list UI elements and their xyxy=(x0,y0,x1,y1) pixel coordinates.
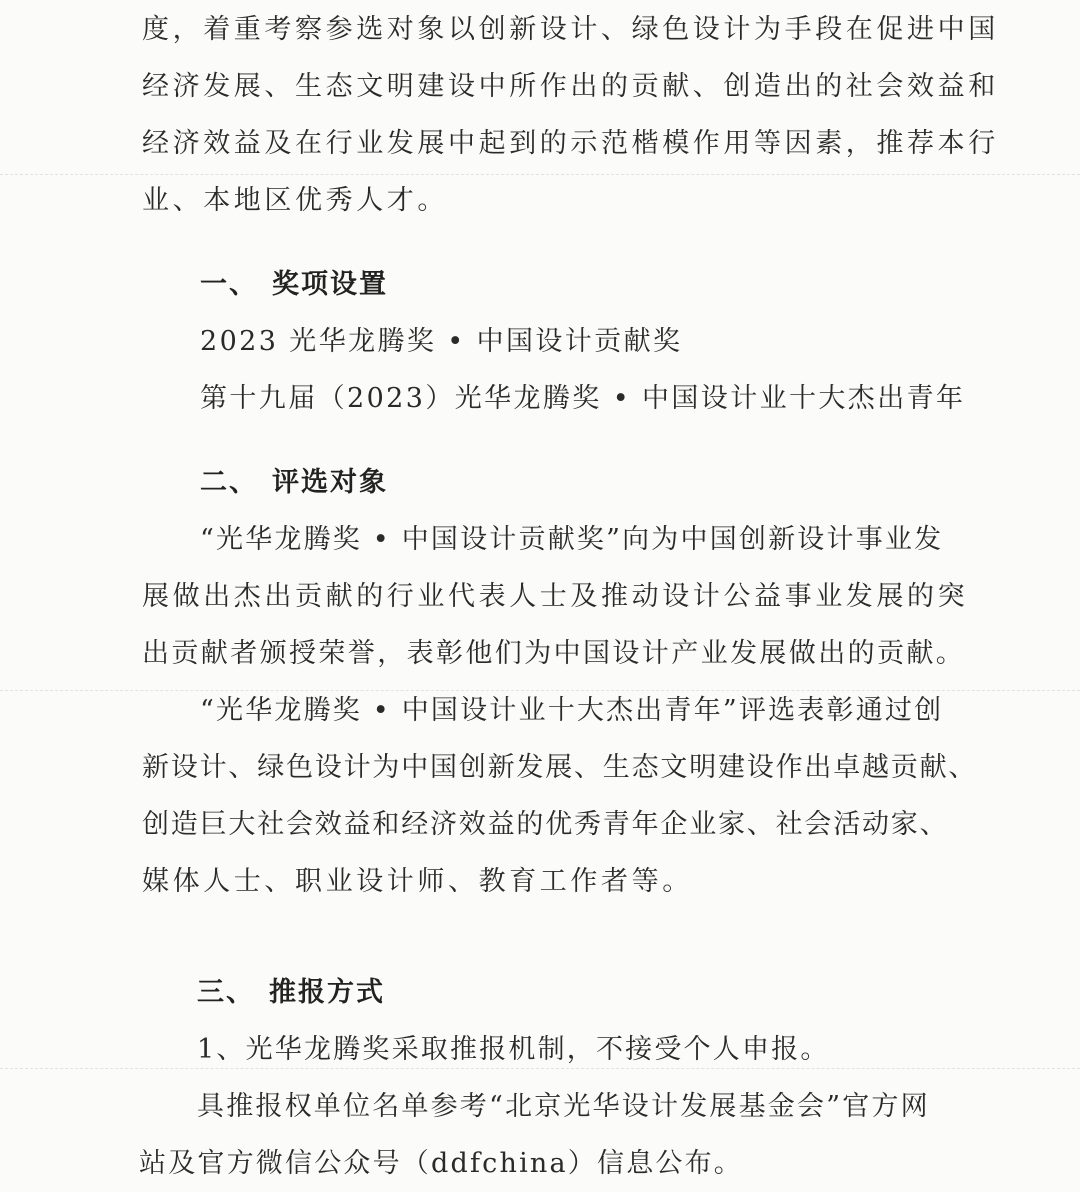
nomination-line: 站及官方微信公众号（ddfchina）信息公布。 xyxy=(139,1148,743,1179)
scan-artifact-line xyxy=(0,174,1080,175)
intro-line: 业、本地区优秀人才。 xyxy=(142,185,448,216)
intro-line: 度，着重考察参选对象以创新设计、绿色设计为手段在促进中国 xyxy=(142,14,999,45)
eligibility-line: 出贡献者颁授荣誉，表彰他们为中国设计产业发展做出的贡献。 xyxy=(142,638,966,669)
nomination-line: 具推报权单位名单参考“北京光华设计发展基金会”官方网 xyxy=(197,1091,930,1122)
section-number: 一、 xyxy=(200,269,258,300)
eligibility-line: 新设计、绿色设计为中国创新发展、生态文明建设作出卓越贡献、 xyxy=(142,752,978,783)
eligibility-line: 创造巨大社会效益和经济效益的优秀青年企业家、社会活动家、 xyxy=(142,809,949,840)
award-item: 第十九届（2023）光华龙腾奖 • 中国设计业十大杰出青年 xyxy=(200,383,966,414)
intro-line: 经济效益及在行业发展中起到的示范楷模作用等因素，推荐本行 xyxy=(142,128,999,159)
section-title: 评选对象 xyxy=(272,467,388,498)
section-number: 三、 xyxy=(197,977,255,1008)
nomination-line: 1、光华龙腾奖采取推报机制，不接受个人申报。 xyxy=(197,1034,830,1065)
scan-artifact-line xyxy=(0,1068,1080,1069)
section-title: 推报方式 xyxy=(269,977,385,1008)
award-item: 2023 光华龙腾奖 • 中国设计贡献奖 xyxy=(200,326,683,357)
section-number: 二、 xyxy=(200,467,258,498)
eligibility-line: “光华龙腾奖 • 中国设计贡献奖”向为中国创新设计事业发 xyxy=(200,524,944,555)
eligibility-line: 展做出杰出贡献的行业代表人士及推动设计公益事业发展的突 xyxy=(142,581,969,612)
scan-artifact-line xyxy=(0,690,1080,691)
eligibility-line: 媒体人士、职业设计师、教育工作者等。 xyxy=(142,866,693,897)
section-heading-eligibility xyxy=(200,466,388,500)
eligibility-line: “光华龙腾奖 • 中国设计业十大杰出青年”评选表彰通过创 xyxy=(200,695,944,726)
intro-line: 经济发展、生态文明建设中所作出的贡献、创造出的社会效益和 xyxy=(142,71,999,102)
section-title: 奖项设置 xyxy=(272,269,388,300)
section-heading-awards xyxy=(200,268,388,302)
section-heading-nomination xyxy=(197,976,385,1010)
